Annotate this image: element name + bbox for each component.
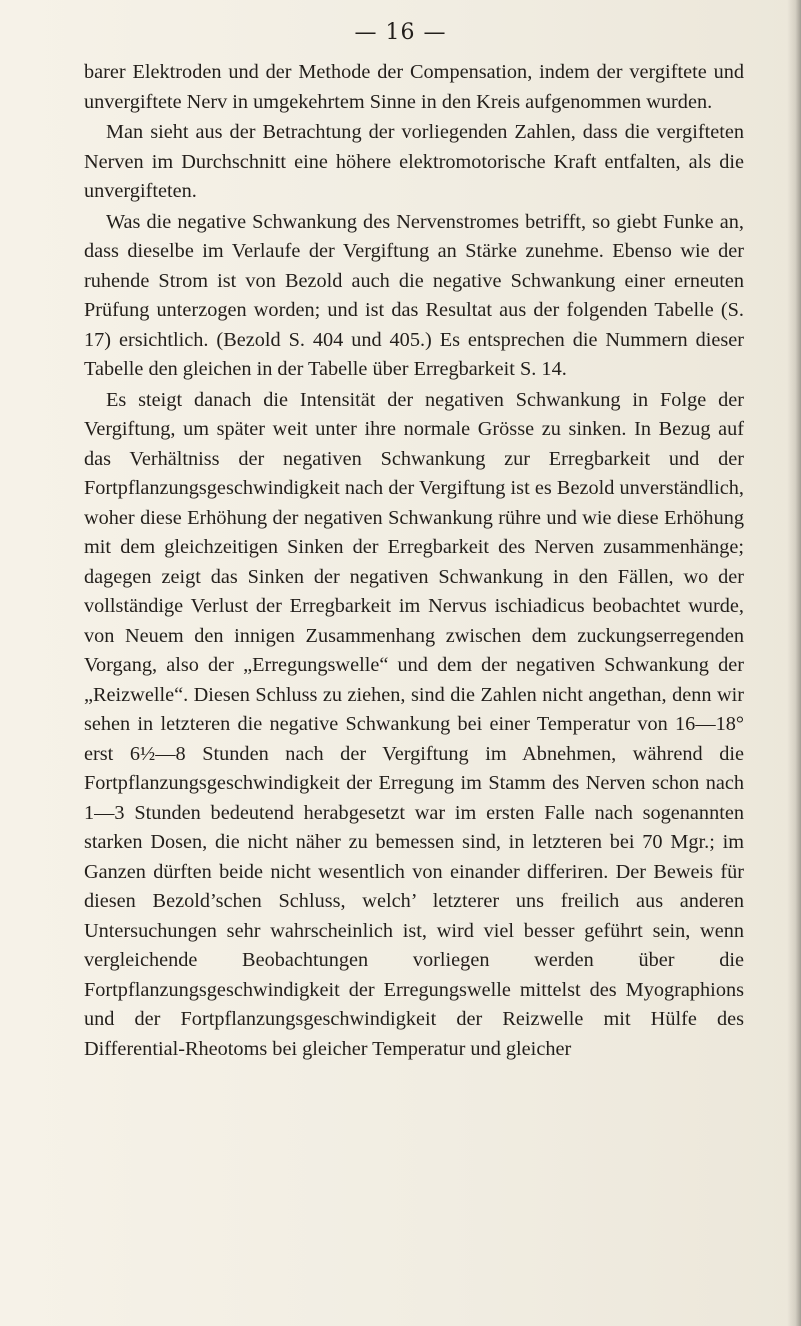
page-edge-shadow (787, 0, 801, 1326)
paragraph-4: Es steigt danach die Intensität der negativen Schwankung in Folge der Vergiftung, um später weit unter ihre normale Grösse zu sinken. In Bezug auf das Verhältniss der negativen Schwankung zur Erregbarkeit und der Fortpflanzungsgeschwindigkeit nach der Vergiftung ist es Bezold unverständlich, woher diese Erhöhung der negativen Schwankung rühre und wie diese Erhöhung mit dem gleichzeitigen Sinken der Erregbarkeit des Nerven zusammenhänge; dagegen zeigt das Sinken der negativen Schwankung in den Fällen, wo der vollständige Verlust der Erregbarkeit im Nervus ischiadicus beobachtet wurde, von Neuem den innigen Zusammenhang zwischen dem zuckungserregenden Vorgang, also der „Erregungswelle“ und dem der negativen Schwankung der „Reizwelle“. Diesen Schluss zu ziehen, sind die Zahlen nicht angethan, denn wir sehen in letzteren die negative Schwankung bei einer Temperatur von 16—18° erst 6½—8 Stunden nach der Vergiftung im Abnehmen, während die Fortpflanzungsgeschwindigkeit der Erregung im Stamm des Nerven schon nach 1—3 Stunden bedeutend herabgesetzt war im ersten Falle nach sogenannten starken Dosen, die nicht näher zu bemessen sind, in letzteren bei 70 Mgr.; im Ganzen dürften beide nicht wesentlich von einander differiren. Der Beweis für diesen Bezold’schen Schluss, welch’ letzterer uns freilich aus anderen Untersuchungen sehr wahrscheinlich ist, wird viel besser geführt sein, wenn vergleichende Beobachtungen vorliegen werden über die Fortpflanzungsgeschwindigkeit der Erregungswelle mittelst des Myographions und der Fortpflanzungsgeschwindigkeit der Reizwelle mit Hülfe des Differential-Rheotoms bei gleicher Temperatur und gleicher (84, 388, 744, 1060)
paragraph-3: Was die negative Schwankung des Nervenstromes betrifft, so giebt Funke an, dass dieselbe im Verlaufe der Vergiftung an Stärke zunehme. Ebenso wie der ruhende Strom ist von Bezold auch die negative Schwankung einer erneuten Prüfung unterzogen worden; und ist das Resultat aus der folgenden Tabelle (S. 17) ersichtlich. (Bezold S. 404 und 405.) Es entsprechen die Nummern dieser Tabelle den gleichen in der Tabelle über Erregbarkeit S. 14. (84, 210, 744, 380)
paragraph-1: barer Elektroden und der Methode der Compensation, indem der vergiftete und unvergiftete Nerv in umgekehrtem Sinne in den Kreis aufgenommen wurden. (84, 61, 744, 113)
paragraph-2: Man sieht aus der Betrachtung der vorliegenden Zahlen, dass die vergifteten Nerven im Durchschnitt eine höhere elektromotorische Kraft entfalten, als die unvergifteten. (84, 121, 744, 202)
page-number: — 16 — (354, 20, 447, 45)
body-text (84, 58, 744, 1065)
